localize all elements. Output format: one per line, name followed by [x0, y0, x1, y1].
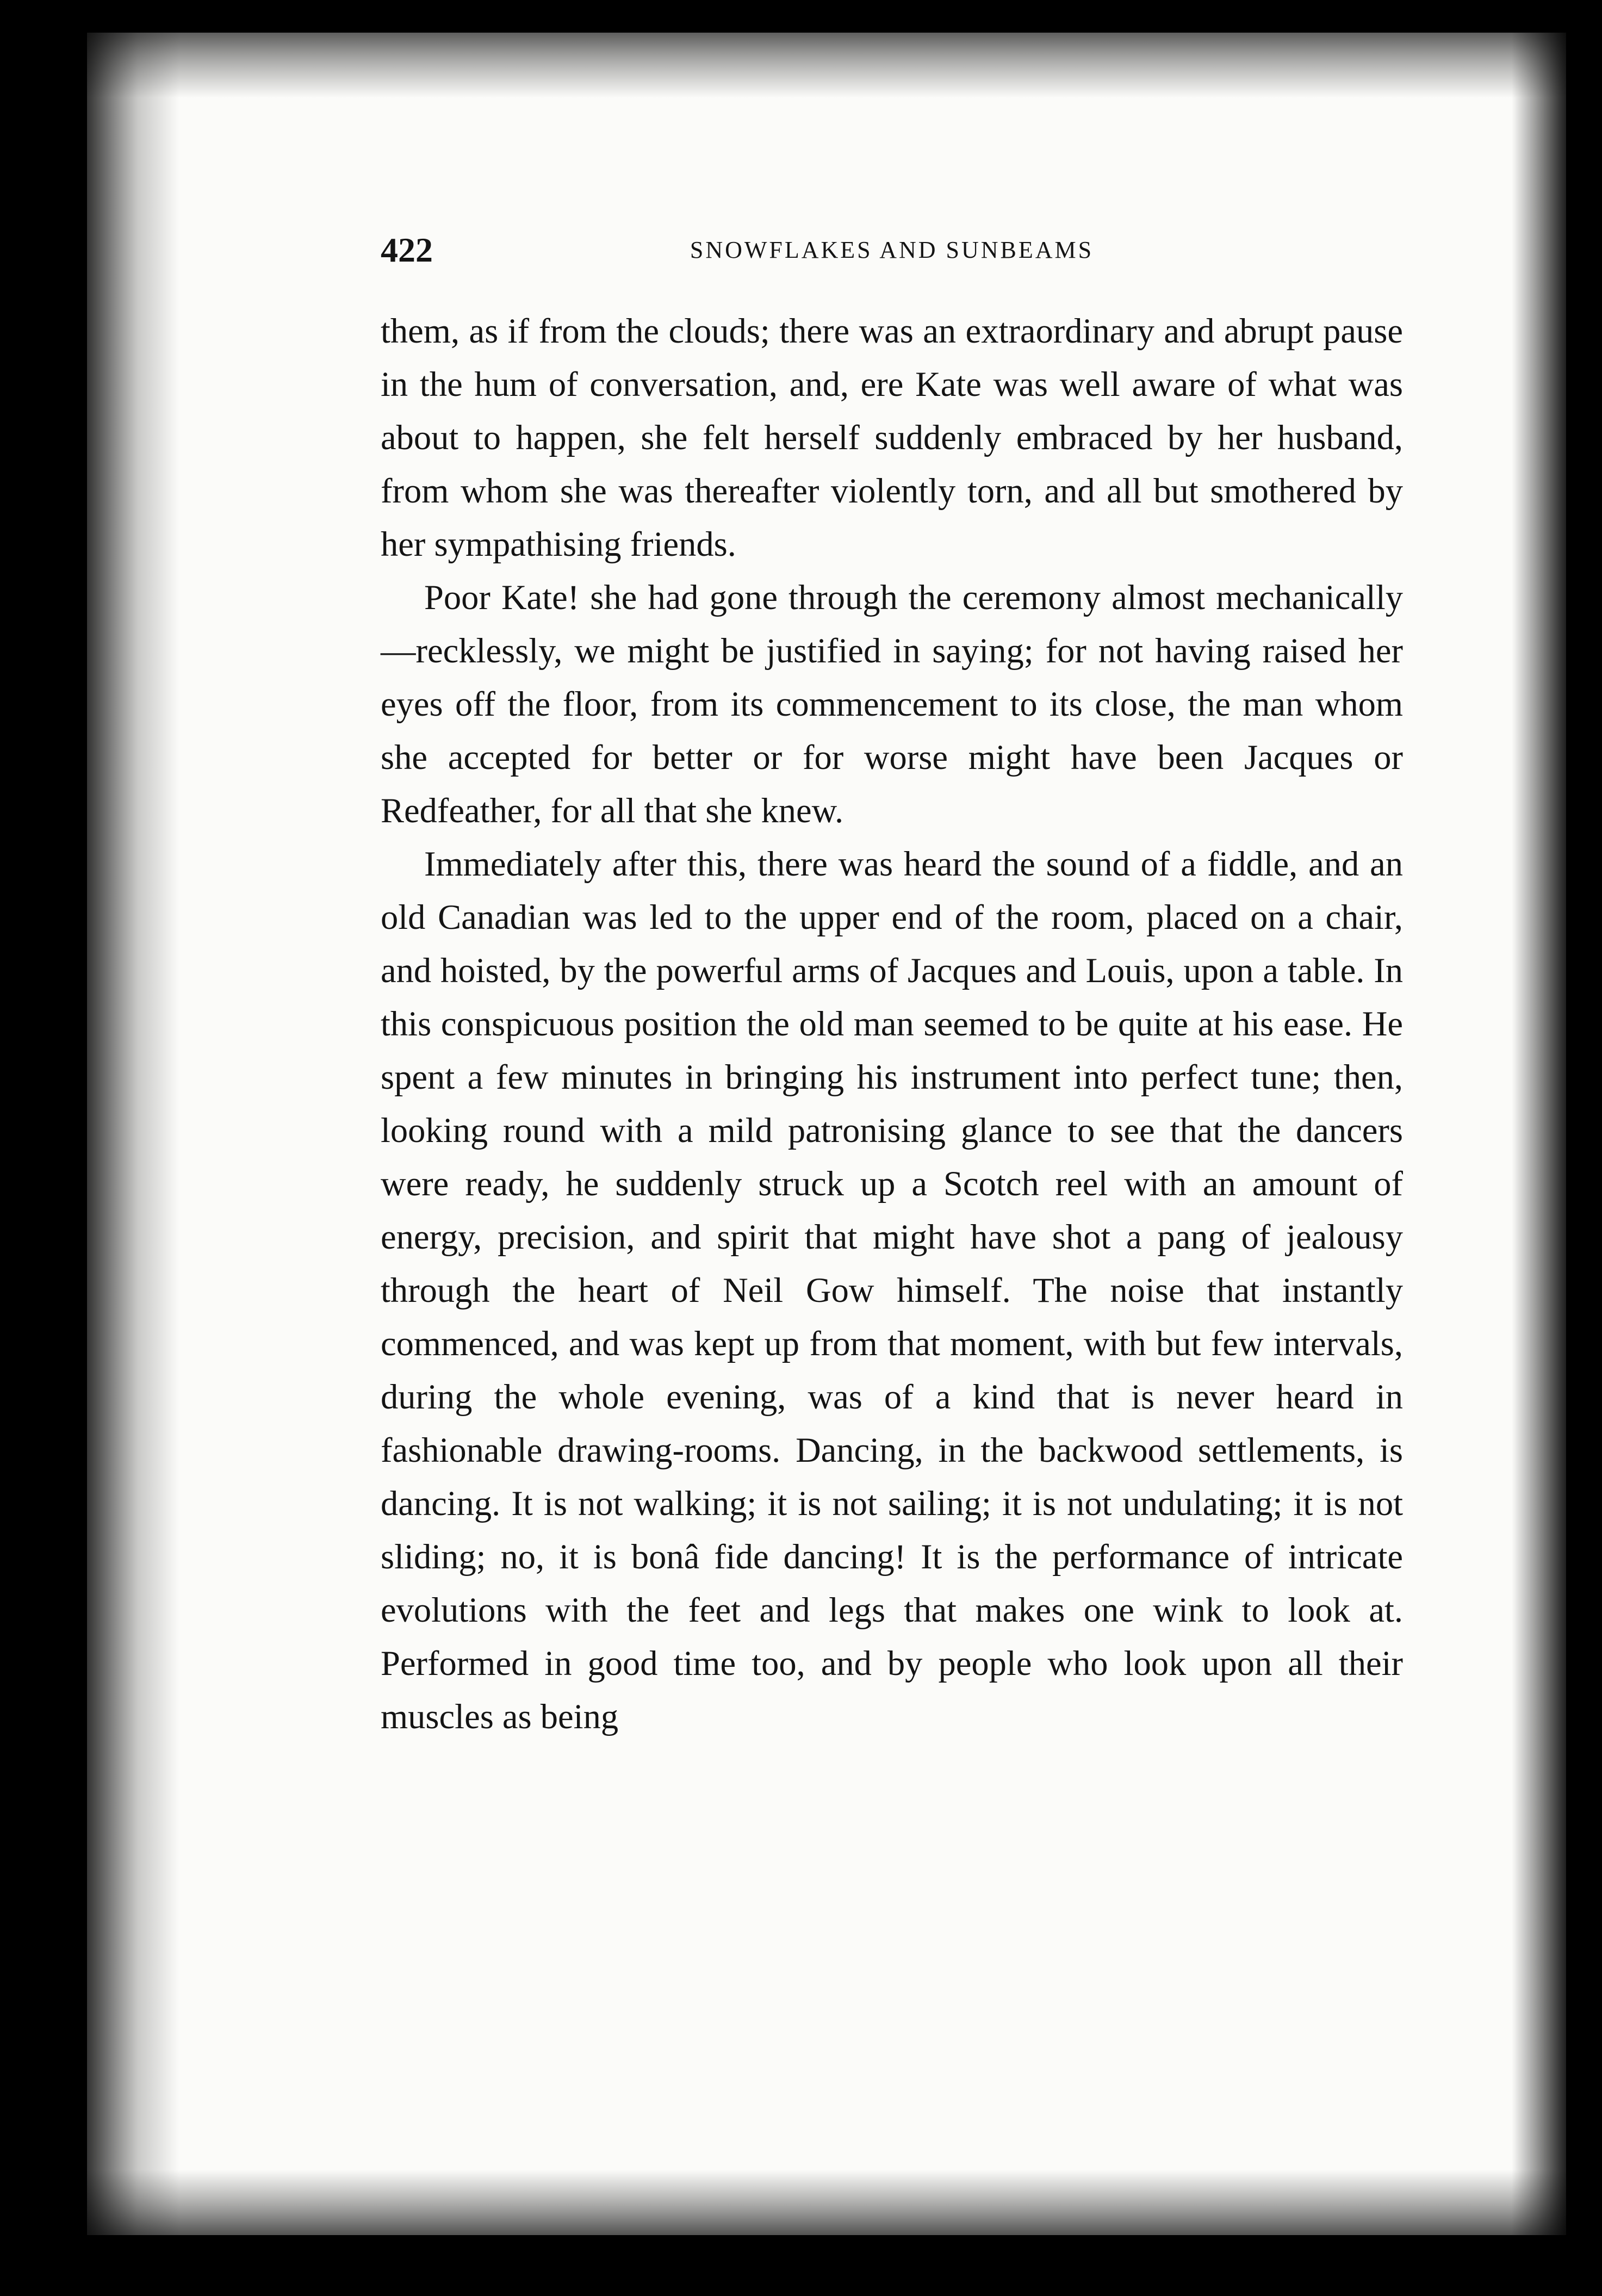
running-title: SNOWFLAKES AND SUNBEAMS — [690, 237, 1094, 263]
paragraph-3: Immediately after this, there was heard the sound of a fiddle, and an old Canadian was led to the upper end of the room, placed on a chair, and hoisted, by the powerful arms of Jacques and Louis, upon a table. In this conspicuous position the old man seemed to be quite at his ease. He spent a few minutes in bringing his instrument into perfect tune; then, looking round with a mild patronising glance to see that the dancers were ready, he suddenly struck up a Scotch reel with an amount of energy, precision, and spirit that might have shot a pang of jealousy through the heart of Neil Gow himself. The noise that instantly commenced, and was kept up from that moment, with but few intervals, during the whole evening, was of a kind that is never heard in fashionable drawing-rooms. Dancing, in the backwood settlements, is dancing. It is not walking; it is not sailing; it is not undulating; it is not sliding; no, it is bonâ fide dancing! It is the performance of intricate evolutions with the feet and legs that makes one wink to look at. Performed in good time too, and by people who look upon all their muscles as being — [381, 845, 1403, 1736]
paragraph-1: them, as if from the clouds; there was an extraordinary and abrupt pause in the hum of conversation, and, ere Kate was well aware of what was about to happen, she felt herself suddenly embraced by her husband, from whom she was thereafter violently torn, and all but smothered by her sympathising friends. — [381, 312, 1403, 563]
paragraph-2: Poor Kate! she had gone through the ceremony almost mechanically—recklessly, we might be justified in saying; for not having raised her eyes off the floor, from its commencement to its close, the man whom she accepted for better or for worse might have been Jacques or Redfeather, for all that she knew. — [381, 578, 1403, 830]
page-number: 422 — [381, 231, 433, 269]
running-head — [381, 228, 1403, 272]
body-text — [381, 305, 1403, 1743]
